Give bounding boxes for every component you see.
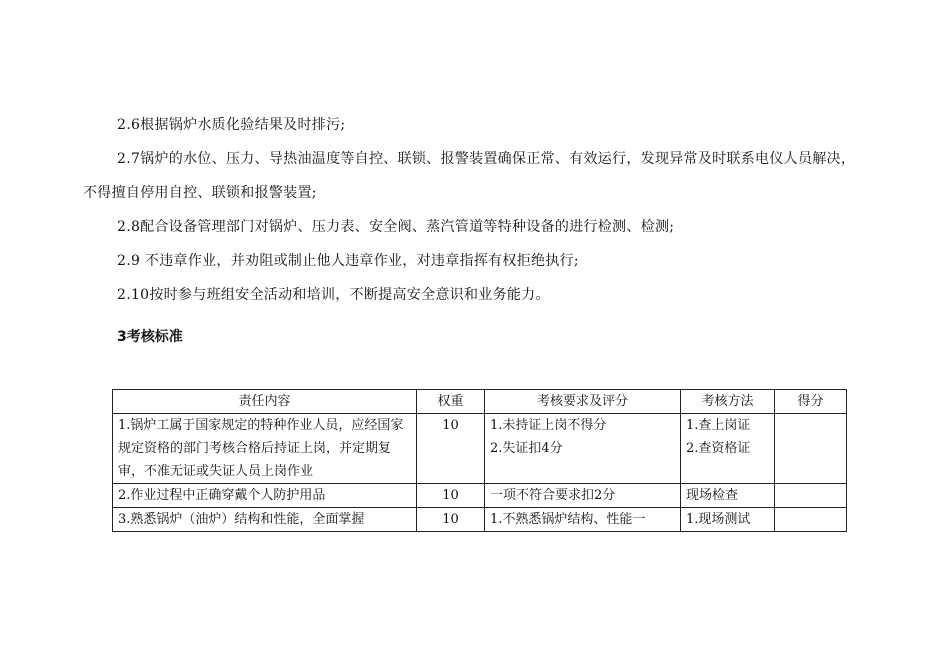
paragraph-2-6: 2.6根据锅炉水质化验结果及时排污;	[117, 117, 346, 133]
row-weight: 10	[417, 414, 485, 484]
row-score	[775, 508, 847, 532]
requirement-item: 一项不符合要求扣2分	[490, 488, 616, 503]
paragraph-2-7: 2.7锅炉的水位、压力、导热油温度等自控、联锁、报警装置确保正常、有效运行，发现异常及时联系电仪人员解决，不得擅自停用自控、联锁和报警装置;	[83, 151, 856, 201]
method-item: 2.查资格证	[686, 441, 751, 456]
table-row	[113, 484, 847, 508]
paragraph-2-8: 2.8配合设备管理部门对锅炉、压力表、安全阀、蒸汽管道等特种设备的进行检测、检测;	[117, 219, 675, 235]
method-item: 现场检查	[686, 488, 739, 503]
section-heading: 3考核标准	[117, 329, 183, 345]
row-score	[775, 414, 847, 484]
requirement-item: 1.不熟悉锅炉结构、性能一	[490, 512, 646, 527]
row-score	[775, 484, 847, 508]
header-score: 得分	[775, 390, 847, 414]
row-weight: 10	[417, 508, 485, 532]
header-weight: 权重	[417, 390, 485, 414]
row-method	[681, 508, 775, 532]
table-row	[113, 414, 847, 484]
paragraph-2-10: 2.10按时参与班组安全活动和培训，不断提高安全意识和业务能力。	[117, 287, 550, 303]
header-requirements: 考核要求及评分	[485, 390, 681, 414]
paragraph-2-9: 2.9 不违章作业，并劝阻或制止他人违章作业，对违章指挥有权拒绝执行;	[117, 253, 579, 269]
requirement-item: 2.失证扣4分	[490, 441, 563, 456]
requirement-item: 1.未持证上岗不得分	[490, 418, 607, 433]
row-method	[681, 484, 775, 508]
table-header-row	[113, 390, 847, 414]
method-item: 1.现场测试	[686, 512, 751, 527]
row-requirements	[485, 414, 681, 484]
header-method: 考核方法	[681, 390, 775, 414]
row-content: 1.锅炉工属于国家规定的特种作业人员，应经国家规定资格的部门考核合格后持证上岗，并定期复审，不准无证或失证人员上岗作业	[113, 414, 417, 484]
row-content: 2.作业过程中正确穿戴个人防护用品	[113, 484, 417, 508]
assessment-table	[112, 389, 847, 532]
row-weight: 10	[417, 484, 485, 508]
row-requirements	[485, 484, 681, 508]
row-content: 3.熟悉锅炉（油炉）结构和性能，全面掌握	[113, 508, 417, 532]
row-requirements	[485, 508, 681, 532]
header-responsibility: 责任内容	[113, 390, 417, 414]
row-method	[681, 414, 775, 484]
table-row	[113, 508, 847, 532]
method-item: 1.查上岗证	[686, 418, 751, 433]
